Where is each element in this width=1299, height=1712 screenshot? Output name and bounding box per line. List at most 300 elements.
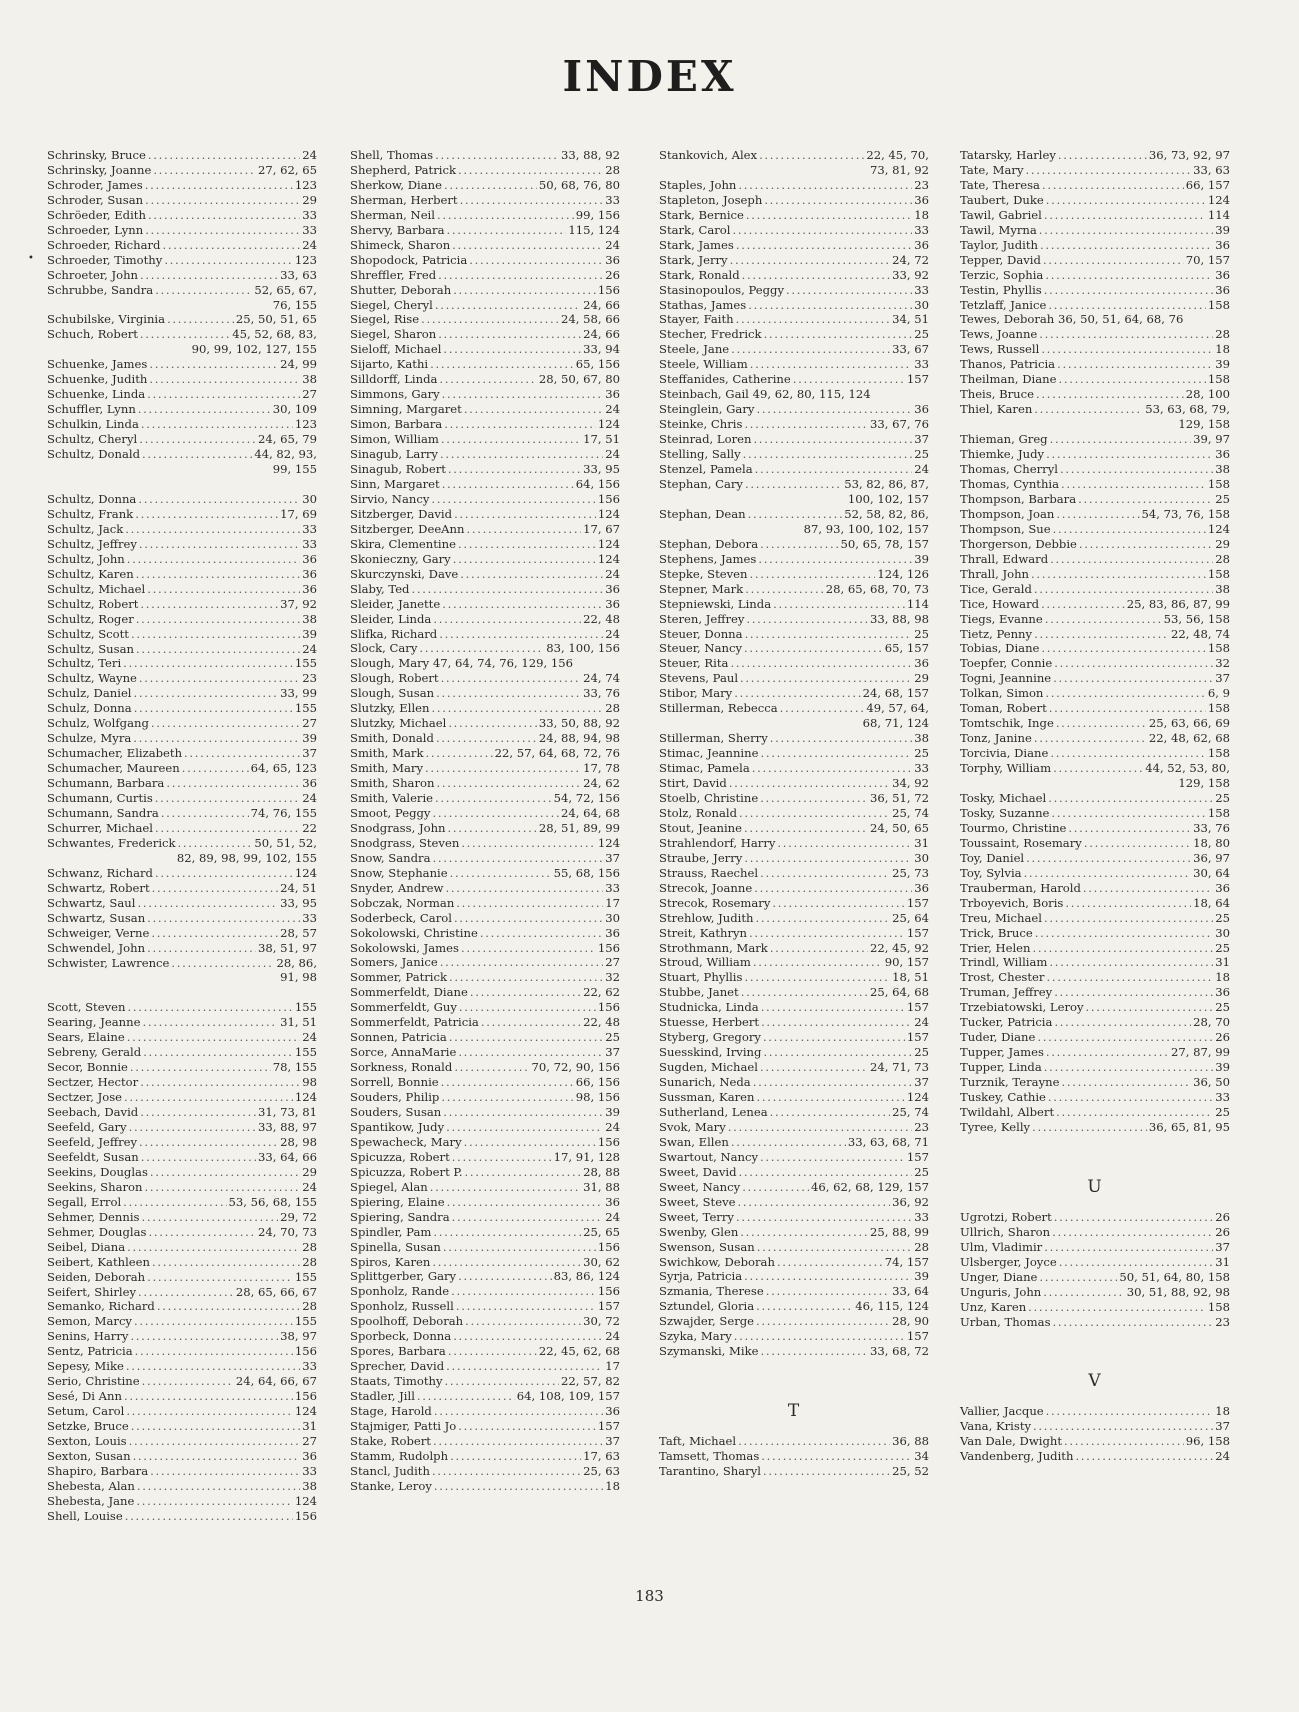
entry-name: Syrja, Patricia xyxy=(659,1269,743,1284)
entry-pages: 25, 74 xyxy=(892,1105,929,1119)
dot-leader xyxy=(1026,163,1192,178)
entry-pages: 123 xyxy=(294,417,317,432)
dot-leader xyxy=(136,1494,293,1509)
entry-name: Senins, Harry xyxy=(47,1329,129,1344)
dot-leader xyxy=(151,926,278,941)
entry-name: Torcivia, Diane xyxy=(960,746,1049,761)
index-entry xyxy=(960,671,1230,686)
entry-name: Strecok, Rosemary xyxy=(659,895,771,910)
entry-pages: 39 xyxy=(605,1105,620,1119)
dot-leader xyxy=(1036,387,1184,402)
entry-name: Thompson, Joan xyxy=(960,506,1055,521)
entry-name: Stadler, Jill xyxy=(350,1389,415,1404)
entry-pages: 33 xyxy=(302,536,317,551)
entry-pages: 39 xyxy=(1215,357,1230,372)
dot-leader xyxy=(135,1344,293,1359)
entry-name: Unguris, John xyxy=(960,1284,1042,1299)
entry-pages: 33 xyxy=(302,1463,317,1478)
dot-leader xyxy=(761,1015,912,1030)
index-entry xyxy=(350,327,620,342)
dot-leader xyxy=(157,1299,300,1314)
index-entry xyxy=(350,1045,620,1060)
index-entry xyxy=(960,522,1230,537)
index-entry xyxy=(47,1344,317,1359)
index-entry xyxy=(47,776,317,791)
dot-leader xyxy=(450,866,552,881)
index-entry xyxy=(960,1419,1230,1434)
entry-pages: 158 xyxy=(1207,566,1230,581)
dot-leader xyxy=(1045,686,1205,701)
index-entry xyxy=(47,327,317,357)
entry-name: Sexton, Louis xyxy=(47,1434,127,1449)
entry-name: Smith, Mark xyxy=(350,746,424,761)
dot-leader xyxy=(446,1120,603,1135)
entry-name: Tews, Joanne xyxy=(960,327,1038,342)
dot-leader xyxy=(1042,178,1184,193)
dot-leader xyxy=(155,791,300,806)
index-entry xyxy=(659,402,929,417)
dot-leader xyxy=(133,731,300,746)
dot-leader xyxy=(123,656,293,671)
entry-pages: 70, 157 xyxy=(1185,252,1230,267)
entry-name: Stajmiger, Patti Jo xyxy=(350,1419,457,1434)
entry-name: Thomas, Cynthia xyxy=(960,476,1060,491)
entry-pages: 36 xyxy=(302,1449,317,1464)
index-entry xyxy=(659,223,929,238)
entry-name: Tice, Gerald xyxy=(960,581,1032,596)
index-entry xyxy=(47,1374,317,1389)
entry-name: Stevens, Paul xyxy=(659,671,739,686)
entry-pages: 18 xyxy=(605,1478,620,1493)
entry-pages: 50, 68, 76, 80 xyxy=(538,177,620,192)
entry-name: Spewacheck, Mary xyxy=(350,1134,462,1149)
entry-pages: 28 xyxy=(914,1239,929,1254)
dot-leader xyxy=(766,1284,890,1299)
entry-name: Tietz, Penny xyxy=(960,626,1033,641)
index-entry xyxy=(960,552,1230,567)
dot-leader xyxy=(745,627,913,642)
entry-name: Sorce, AnnaMarie xyxy=(350,1045,457,1060)
index-entry xyxy=(47,1314,317,1329)
dot-leader xyxy=(770,731,912,746)
index-entry xyxy=(960,357,1230,372)
index-entry xyxy=(960,1015,1230,1030)
entry-name: Stelling, Sally xyxy=(659,447,741,462)
entry-name: Ullrich, Sharon xyxy=(960,1224,1051,1239)
entry-pages-continued: 129, 158 xyxy=(1178,776,1230,791)
entry-name: Sztundel, Gloria xyxy=(659,1299,755,1314)
entry-pages: 25, 73 xyxy=(892,865,929,880)
entry-pages-continued: 129, 158 xyxy=(1178,417,1230,432)
entry-pages: 33, 50, 88, 92 xyxy=(538,716,620,731)
index-entry xyxy=(47,1105,317,1120)
entry-name: Stenzel, Pamela xyxy=(659,462,753,477)
index-entry xyxy=(659,193,929,208)
entry-name: Thanos, Patricia xyxy=(960,357,1056,372)
entry-name: Schulz, Donna xyxy=(47,701,132,716)
entry-name: Setum, Carol xyxy=(47,1404,125,1419)
entry-pages: 45, 52, 68, 83, xyxy=(232,327,317,342)
entry-pages: 65, 157 xyxy=(884,641,929,656)
entry-pages: 50, 51, 52, xyxy=(254,835,317,850)
dot-leader xyxy=(1054,1015,1191,1030)
dot-leader xyxy=(441,671,582,686)
entry-name: Shebesta, Alan xyxy=(47,1478,135,1493)
entry-name: Schuch, Robert xyxy=(47,327,138,342)
entry-name: Tupper, James xyxy=(960,1045,1044,1060)
entry-pages: 36 xyxy=(605,581,620,596)
dot-leader xyxy=(440,447,603,462)
index-entry xyxy=(47,926,317,941)
entry-name: Stirt, David xyxy=(659,776,727,791)
entry-pages: 24, 74 xyxy=(583,671,620,686)
index-entry xyxy=(659,1269,929,1284)
index-entry xyxy=(47,1015,317,1030)
index-entry xyxy=(47,163,317,178)
index-entry xyxy=(47,1180,317,1195)
index-entry xyxy=(659,701,929,731)
index-entry xyxy=(350,1075,620,1090)
entry-pages: 24, 66 xyxy=(583,327,620,342)
index-entry xyxy=(659,1150,929,1165)
index-entry xyxy=(659,671,929,686)
entry-pages: 22, 45, 70, xyxy=(866,148,929,162)
index-entry xyxy=(350,1090,620,1105)
dot-leader xyxy=(760,1060,868,1075)
entry-pages: 24 xyxy=(914,1015,929,1030)
index-entry xyxy=(960,1000,1230,1015)
entry-name: Schumann, Barbara xyxy=(47,776,165,791)
entry-pages: 24, 50, 65 xyxy=(870,820,929,835)
entry-pages: 33, 67 xyxy=(892,342,929,357)
dot-leader xyxy=(1050,432,1192,447)
entry-pages: 25, 88, 99 xyxy=(870,1224,929,1239)
entry-name: Tosky, Michael xyxy=(960,790,1047,805)
index-entry xyxy=(960,537,1230,552)
dot-leader xyxy=(437,208,574,223)
dot-leader xyxy=(736,238,912,253)
dot-leader xyxy=(448,1344,537,1359)
dot-leader xyxy=(453,283,596,298)
index-entry xyxy=(47,492,317,507)
entry-pages: 22, 48 xyxy=(583,611,620,626)
index-entry xyxy=(350,342,620,357)
dot-leader xyxy=(1048,791,1213,806)
dot-leader xyxy=(449,1030,603,1045)
dot-leader xyxy=(469,253,603,268)
entry-pages: 54, 73, 76, 158 xyxy=(1141,506,1230,521)
index-entry xyxy=(960,926,1230,941)
entry-name: Vandenberg, Judith xyxy=(960,1449,1074,1464)
entry-name: Sweet, Nancy xyxy=(659,1179,741,1194)
entry-pages: 30, 62 xyxy=(583,1254,620,1269)
index-entry xyxy=(659,342,929,357)
entry-pages: 27 xyxy=(302,1434,317,1449)
entry-pages: 83, 86, 124 xyxy=(553,1269,620,1284)
entry-pages: 124 xyxy=(597,536,620,551)
entry-name: Suesskind, Irving xyxy=(659,1045,762,1060)
dot-leader xyxy=(152,1255,300,1270)
entry-pages: 36 xyxy=(1215,447,1230,462)
entry-pages: 27 xyxy=(302,387,317,402)
entry-name: Sirvio, Nancy xyxy=(350,491,430,506)
index-entry xyxy=(350,1374,620,1389)
index-entry xyxy=(960,447,1230,462)
index-entry xyxy=(47,1090,317,1105)
entry-pages: 33, 64, 66 xyxy=(258,1149,317,1164)
entry-name: Schultz, Karen xyxy=(47,566,134,581)
entry-name: Silldorff, Linda xyxy=(350,372,438,387)
entry-pages: 124 xyxy=(597,506,620,521)
dot-leader xyxy=(458,163,603,178)
dot-leader xyxy=(140,1075,300,1090)
entry-pages: 28 xyxy=(302,1299,317,1314)
entry-name: Sherkow, Diane xyxy=(350,177,442,192)
index-entry xyxy=(47,1509,317,1524)
entry-pages: 33 xyxy=(302,521,317,536)
entry-name: Seefeld, Jeffrey xyxy=(47,1135,138,1149)
dot-leader xyxy=(1028,1300,1206,1315)
entry-pages: 33 xyxy=(605,880,620,895)
entry-name: Spiros, Karen xyxy=(350,1254,431,1269)
index-entry xyxy=(47,522,317,537)
index-entry xyxy=(47,866,317,881)
entry-name: Stimac, Pamela xyxy=(659,761,750,776)
dot-leader xyxy=(1078,492,1213,507)
spacer xyxy=(47,477,317,492)
dot-leader xyxy=(130,1060,271,1075)
index-entry xyxy=(47,806,317,821)
dot-leader xyxy=(1034,731,1147,746)
entry-pages: 46, 62, 68, 129, 157 xyxy=(811,1179,929,1194)
index-entry xyxy=(47,537,317,552)
entry-name: Svok, Mary xyxy=(659,1119,726,1134)
entry-name: Siegel, Rise xyxy=(350,312,420,327)
index-column-2 xyxy=(350,148,620,1494)
entry-pages: 28, 57 xyxy=(280,925,317,940)
entry-name: Schultz, Scott xyxy=(47,626,129,641)
entry-pages: 17, 91, 128 xyxy=(553,1149,620,1164)
dot-leader xyxy=(764,193,912,208)
index-entry xyxy=(350,627,620,642)
entry-name: Schubilske, Virginia xyxy=(47,312,166,327)
spacer xyxy=(659,1374,929,1389)
dot-leader xyxy=(746,208,912,223)
spacer xyxy=(659,1419,929,1434)
dot-leader xyxy=(465,1165,582,1180)
spacer xyxy=(960,1195,1230,1210)
dot-leader xyxy=(446,1359,603,1374)
dot-leader xyxy=(150,1464,300,1479)
dot-leader xyxy=(744,417,868,432)
dot-leader xyxy=(131,627,300,642)
index-entry xyxy=(47,387,317,402)
dot-leader xyxy=(431,492,595,507)
dot-leader xyxy=(1056,507,1139,522)
dot-leader xyxy=(162,238,300,253)
entry-name: Stark, Jerry xyxy=(659,252,728,267)
entry-pages: 39 xyxy=(914,1269,929,1284)
dot-leader xyxy=(1053,671,1213,686)
dot-leader xyxy=(764,327,913,342)
dot-leader xyxy=(760,791,868,806)
dot-leader xyxy=(731,342,890,357)
entry-name: Stephan, Debora xyxy=(659,536,759,551)
entry-pages: 37 xyxy=(302,746,317,761)
dot-leader xyxy=(123,1195,226,1210)
entry-pages: 33, 76 xyxy=(1193,820,1230,835)
entry-pages: 33 xyxy=(1215,1090,1230,1105)
entry-pages: 37 xyxy=(1215,1419,1230,1434)
index-entry xyxy=(659,791,929,806)
entry-name: Sitzberger, DeeAnn xyxy=(350,521,465,536)
dot-leader xyxy=(140,1105,256,1120)
entry-pages: 36 xyxy=(1215,267,1230,282)
index-entry xyxy=(47,582,317,597)
entry-name: Snow, Stephanie xyxy=(350,865,448,880)
index-entry xyxy=(350,417,620,432)
index-entry xyxy=(350,985,620,1000)
entry-pages: 24, 72 xyxy=(892,252,929,267)
index-entry xyxy=(659,746,929,761)
entry-name: Vana, Kristy xyxy=(960,1419,1032,1434)
index-entry xyxy=(960,1240,1230,1255)
entry-name: Spantikow, Judy xyxy=(350,1119,445,1134)
entry-pages: 33, 63, 68, 71 xyxy=(847,1134,929,1149)
entry-name: Seifert, Shirley xyxy=(47,1284,137,1299)
index-entry xyxy=(47,1404,317,1419)
entry-pages: 53, 56, 158 xyxy=(1163,611,1230,626)
entry-pages: 33, 67, 76 xyxy=(870,417,929,432)
index-entry xyxy=(350,686,620,701)
dot-leader xyxy=(139,671,300,686)
entry-name: Skira, Clementine xyxy=(350,536,456,551)
entry-name: Steinrad, Loren xyxy=(659,432,752,447)
dot-leader xyxy=(129,1120,256,1135)
entry-pages: 157 xyxy=(906,1030,929,1045)
dot-leader xyxy=(454,1060,529,1075)
entry-pages: 25 xyxy=(1215,910,1230,925)
dot-leader xyxy=(1041,641,1205,656)
dot-leader xyxy=(730,656,912,671)
dot-leader xyxy=(147,1270,293,1285)
dot-leader xyxy=(459,1000,596,1015)
entry-pages: 28, 86, xyxy=(276,955,317,970)
index-entry xyxy=(659,851,929,866)
dot-leader xyxy=(436,731,537,746)
entry-name: Sponholz, Russell xyxy=(350,1299,454,1314)
entry-name: Trost, Chester xyxy=(960,970,1045,985)
dot-leader xyxy=(732,223,912,238)
entry-name: Tobias, Diane xyxy=(960,641,1040,656)
entry-name: Tews, Russell xyxy=(960,342,1040,357)
entry-name: Seibert, Kathleen xyxy=(47,1254,150,1269)
index-entry xyxy=(47,716,317,731)
index-entry xyxy=(47,1210,317,1225)
entry-name: Slutzky, Michael xyxy=(350,716,447,731)
dot-leader xyxy=(149,357,278,372)
entry-name: Sorkness, Ronald xyxy=(350,1060,453,1075)
entry-pages: 28, 98 xyxy=(280,1135,317,1149)
dot-leader xyxy=(1044,911,1213,926)
dot-leader xyxy=(757,1090,905,1105)
dot-leader xyxy=(438,327,581,342)
entry-pages: 28, 65, 66, 67 xyxy=(235,1284,317,1299)
dot-leader xyxy=(1046,447,1213,462)
entry-name: Thompson, Barbara xyxy=(960,491,1077,506)
index-entry xyxy=(960,985,1230,1000)
entry-pages: 37 xyxy=(1215,671,1230,686)
entry-pages: 25 xyxy=(1215,491,1230,506)
index-entry xyxy=(47,1255,317,1270)
index-entry xyxy=(47,1299,317,1314)
index-entry xyxy=(960,1434,1230,1449)
index-entry xyxy=(659,507,929,537)
entry-pages: 99, 156 xyxy=(575,207,620,222)
index-entry xyxy=(350,1240,620,1255)
dot-leader xyxy=(454,911,603,926)
index-entry xyxy=(350,881,620,896)
entry-name: Seiden, Deborah xyxy=(47,1269,146,1284)
index-entry xyxy=(659,776,929,791)
entry-pages: 25, 83, 86, 87, 99 xyxy=(1126,596,1230,611)
index-entry xyxy=(960,582,1230,597)
entry-name: Sokolowski, James xyxy=(350,940,459,955)
entry-name: Stimac, Jeannine xyxy=(659,746,759,761)
entry-name: Seefeld, Gary xyxy=(47,1120,127,1135)
entry-name: Snodgrass, Steven xyxy=(350,835,460,850)
index-entry xyxy=(960,253,1230,268)
dot-leader xyxy=(757,1240,913,1255)
entry-name: Stankovich, Alex xyxy=(659,148,758,162)
entry-name: Simning, Margaret xyxy=(350,402,462,417)
dot-leader xyxy=(734,686,860,701)
entry-name: Tomtschik, Inge xyxy=(960,716,1054,731)
dot-leader xyxy=(480,926,603,941)
dot-leader xyxy=(1049,701,1206,716)
entry-pages: 155 xyxy=(294,701,317,716)
dot-leader xyxy=(736,312,891,327)
entry-pages: 25 xyxy=(914,1164,929,1179)
dot-leader xyxy=(456,1299,596,1314)
dot-leader xyxy=(135,507,278,522)
dot-leader xyxy=(443,1105,603,1120)
entry-name: Steinglein, Gary xyxy=(659,402,755,417)
index-entry xyxy=(350,163,620,178)
entry-name: Sentz, Patricia xyxy=(47,1344,133,1359)
entry-pages: 36, 50 xyxy=(1193,1075,1230,1090)
dot-leader xyxy=(447,223,567,238)
dot-leader xyxy=(464,1135,596,1150)
dot-leader xyxy=(164,253,293,268)
entry-pages: 124 xyxy=(597,835,620,850)
index-entry xyxy=(47,1150,317,1165)
entry-pages: 24, 68, 157 xyxy=(862,686,929,701)
index-entry xyxy=(350,836,620,851)
index-entry xyxy=(659,567,929,582)
entry-pages: 24 xyxy=(302,237,317,252)
entry-pages: 155 xyxy=(294,1000,317,1015)
entry-pages: 36, 73, 92, 97 xyxy=(1148,148,1230,162)
dot-leader xyxy=(450,1449,581,1464)
entry-pages: 37 xyxy=(914,432,929,447)
index-entry xyxy=(350,567,620,582)
entry-pages: 24 xyxy=(302,148,317,162)
entry-name: Sporbeck, Donna xyxy=(350,1329,452,1344)
entry-name: Stibor, Mary xyxy=(659,686,733,701)
dot-leader xyxy=(127,552,300,567)
index-entry xyxy=(47,253,317,268)
